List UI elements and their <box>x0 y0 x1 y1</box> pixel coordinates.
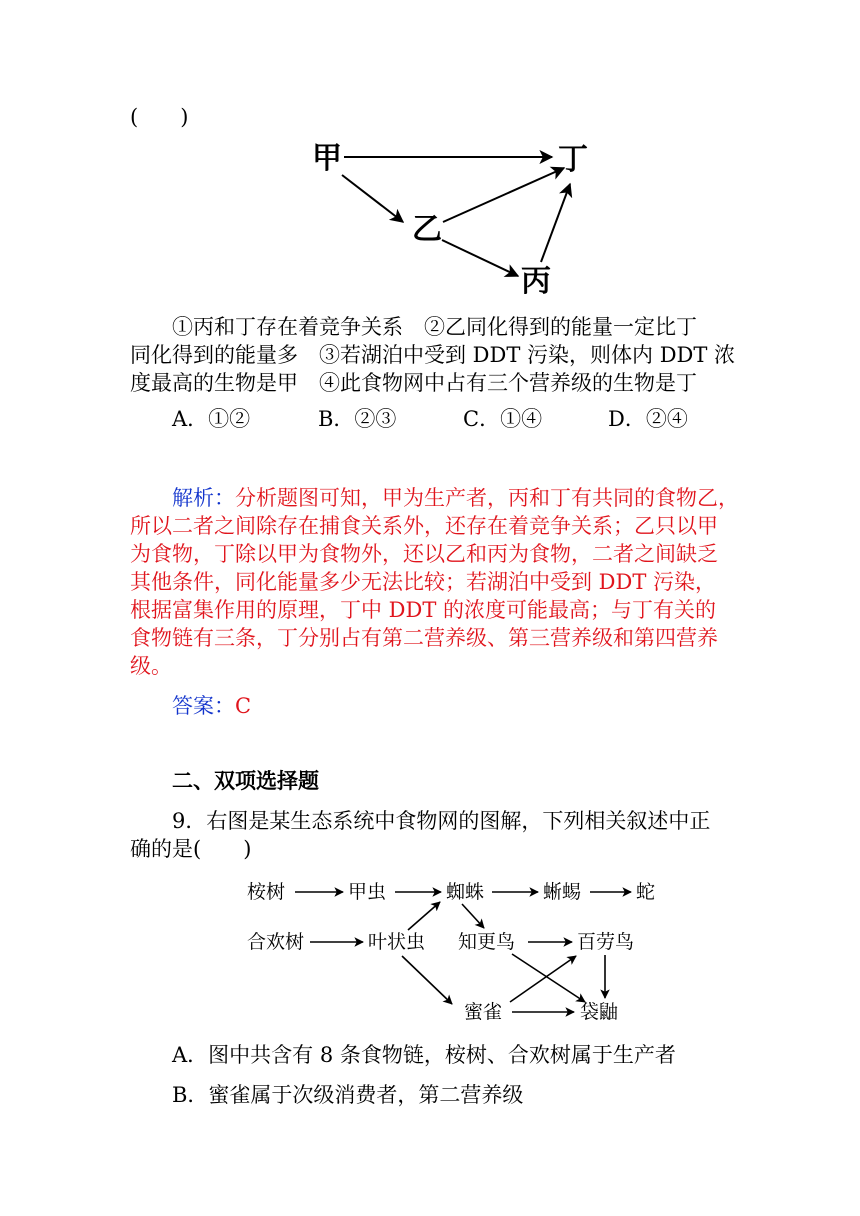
node-anshu: 桉树 <box>247 881 286 903</box>
analysis-line-5: 根据富集作用的原理，丁中 DDT 的浓度可能最高；与丁有关的 <box>130 598 717 622</box>
analysis-line-7: 级。 <box>130 654 172 678</box>
statement-line-1: ①丙和丁存在着竞争关系 ②乙同化得到的能量一定比丁 <box>172 315 697 339</box>
answer-label: 答案： <box>172 694 235 718</box>
arrow-zhigengniao-daiyou <box>512 954 585 1002</box>
analysis-label: 解析： <box>172 486 235 510</box>
node-jiachong: 甲虫 <box>348 881 387 903</box>
arrow-yezhuangchong-zhizhu <box>408 902 440 930</box>
option-a: A．①② <box>172 407 251 431</box>
q9-option-a: A．图中共含有 8 条食物链，桉树、合欢树属于生产者 <box>172 1043 676 1067</box>
answer-line <box>172 691 251 721</box>
arrow-yi-bing <box>442 240 518 276</box>
node-bing: 丙 <box>521 264 551 299</box>
arrow-zhizhu-zhigengniao <box>462 904 484 928</box>
option-b: B．②③ <box>318 407 397 431</box>
answer-value: C <box>235 694 252 718</box>
node-zhizhu: 蜘蛛 <box>446 881 485 903</box>
q9-line-2: 确的是( ) <box>130 837 252 861</box>
section-2-title: 二、双项选择题 <box>172 768 319 793</box>
analysis-text-1a: 分析题图可知，甲为生产者，丙和丁有共 <box>235 486 613 510</box>
node-miqiao: 蜜雀 <box>464 1001 503 1023</box>
statement-line-2: 同化得到的能量多 ③若湖泊中受到 DDT 污染，则体内 DDT 浓 <box>130 343 736 367</box>
q9-line-1: 9．右图是某生态系统中食物网的图解，下列相关叙述中正 <box>172 809 711 833</box>
arrow-bing-ding <box>541 184 570 262</box>
node-jia: 甲 <box>312 141 342 176</box>
node-bailaoniao: 百劳鸟 <box>577 931 635 953</box>
question-paren: ( ) <box>130 105 189 129</box>
node-she: 蛇 <box>636 881 656 903</box>
statement-line-3: 度最高的生物是甲 ④此食物网中占有三个营养级的生物是丁 <box>130 371 697 395</box>
analysis-first-line <box>172 483 739 513</box>
node-yezhuangchong: 叶状虫 <box>368 931 426 953</box>
arrow-yezhuangchong-miqiao <box>402 956 452 1004</box>
option-d: D．②④ <box>608 407 688 431</box>
q9-option-b: B．蜜雀属于次级消费者，第二营养级 <box>172 1083 524 1107</box>
node-xiyi: 蜥蜴 <box>543 881 582 903</box>
analysis-line-6: 食物链有三条，丁分别占有第二营养级、第三营养级和第四营养 <box>130 626 718 650</box>
node-ding: 丁 <box>558 142 588 177</box>
arrow-jia-yi <box>342 175 403 222</box>
node-daiyou: 袋鼬 <box>580 1001 619 1023</box>
analysis-text-1b: 同的食物乙， <box>613 486 739 510</box>
node-yi: 乙 <box>412 212 442 247</box>
arrow-yi-ding <box>443 168 564 222</box>
analysis-line-3: 为食物，丁除以甲为食物外，还以乙和丙为食物，二者之间缺乏 <box>130 542 718 566</box>
option-c: C．①④ <box>463 407 543 431</box>
analysis-line-4: 其他条件，同化能量多少无法比较；若湖泊中受到 DDT 污染， <box>130 570 717 594</box>
analysis-line-2: 所以二者之间除存在捕食关系外，还存在着竞争关系；乙只以甲 <box>130 514 718 538</box>
arrow-miqiao-bailaoniao <box>510 956 576 1002</box>
node-zhigengniao: 知更鸟 <box>458 931 516 953</box>
node-hehuanshu: 合欢树 <box>247 931 305 953</box>
